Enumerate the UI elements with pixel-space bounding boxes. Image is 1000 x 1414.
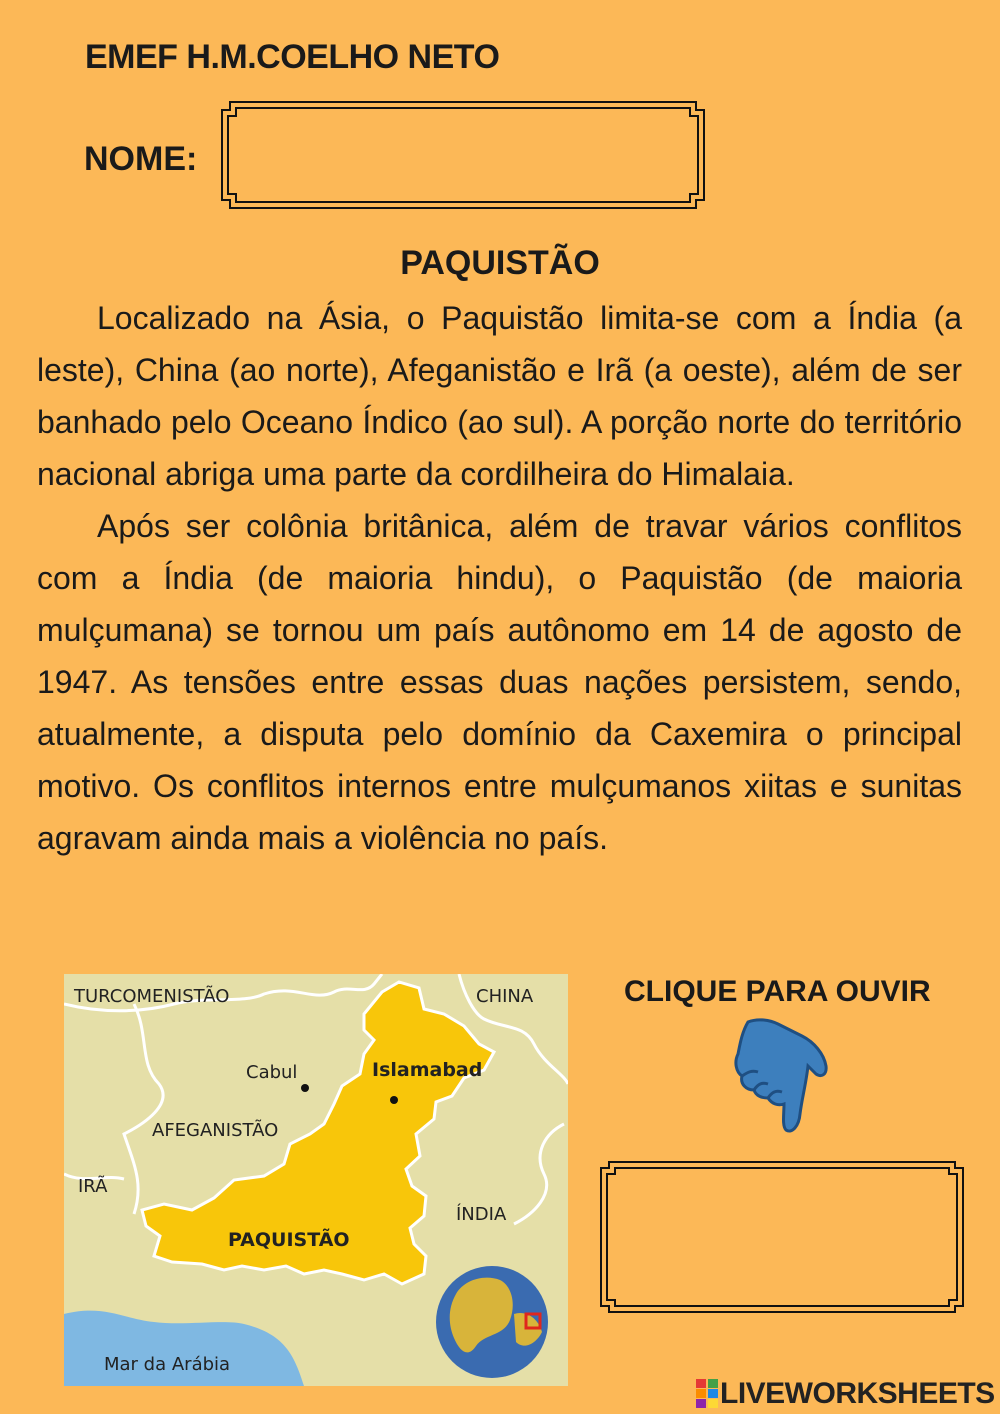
logo-icon bbox=[696, 1379, 720, 1409]
name-label: NOME: bbox=[84, 140, 198, 178]
label-turcomenistao: TURCOMENISTÃO bbox=[74, 986, 230, 1007]
audio-answer-box[interactable] bbox=[599, 1160, 965, 1314]
listen-label: CLIQUE PARA OUVIR bbox=[624, 975, 931, 1008]
paragraph-2: Após ser colônia britânica, além de travar vários conflitos com a Índia (de maioria hindu), o Paquistão (de maioria mulçumana) se tornou um país autônomo em 14 de agosto de 1947. As tensões entre essas duas nações persistem, sendo, atualmente, a disputa pelo domínio da Caxemira o principal motivo. Os conflitos internos entre mulçumanos xiitas e sunitas agravam ainda mais a violência no país. bbox=[37, 508, 962, 856]
school-name: EMEF H.M.COELHO NETO bbox=[85, 38, 500, 76]
pakistan-map bbox=[64, 974, 568, 1386]
cabul-dot bbox=[301, 1084, 309, 1092]
logo-text: LIVEWORKSHEETS bbox=[720, 1377, 995, 1410]
paragraph-1: Localizado na Ásia, o Paquistão limita-se com a Índia (a leste), China (ao norte), Afeganistão e Irã (a oeste), além de ser banhado pelo Oceano Índico (ao sul). A porção norte do território nacional abriga uma parte da cordilheira do Himalaia. bbox=[37, 300, 962, 492]
label-afeganistao: AFEGANISTÃO bbox=[152, 1120, 279, 1141]
liveworksheets-logo bbox=[696, 1378, 995, 1410]
pointing-hand-icon[interactable] bbox=[728, 1014, 832, 1138]
article-text bbox=[37, 292, 962, 864]
label-cabul: Cabul bbox=[246, 1062, 298, 1083]
name-input[interactable] bbox=[236, 114, 690, 198]
label-india: ÍNDIA bbox=[456, 1204, 507, 1225]
islamabad-dot bbox=[390, 1096, 398, 1104]
globe-icon bbox=[436, 1266, 548, 1378]
page-title: PAQUISTÃO bbox=[400, 244, 600, 282]
label-mar: Mar da Arábia bbox=[104, 1354, 231, 1375]
label-ira: IRÃ bbox=[78, 1176, 108, 1197]
label-china: CHINA bbox=[476, 986, 534, 1007]
label-paquistao: PAQUISTÃO bbox=[228, 1229, 350, 1251]
label-islamabad: Islamabad bbox=[372, 1059, 483, 1081]
